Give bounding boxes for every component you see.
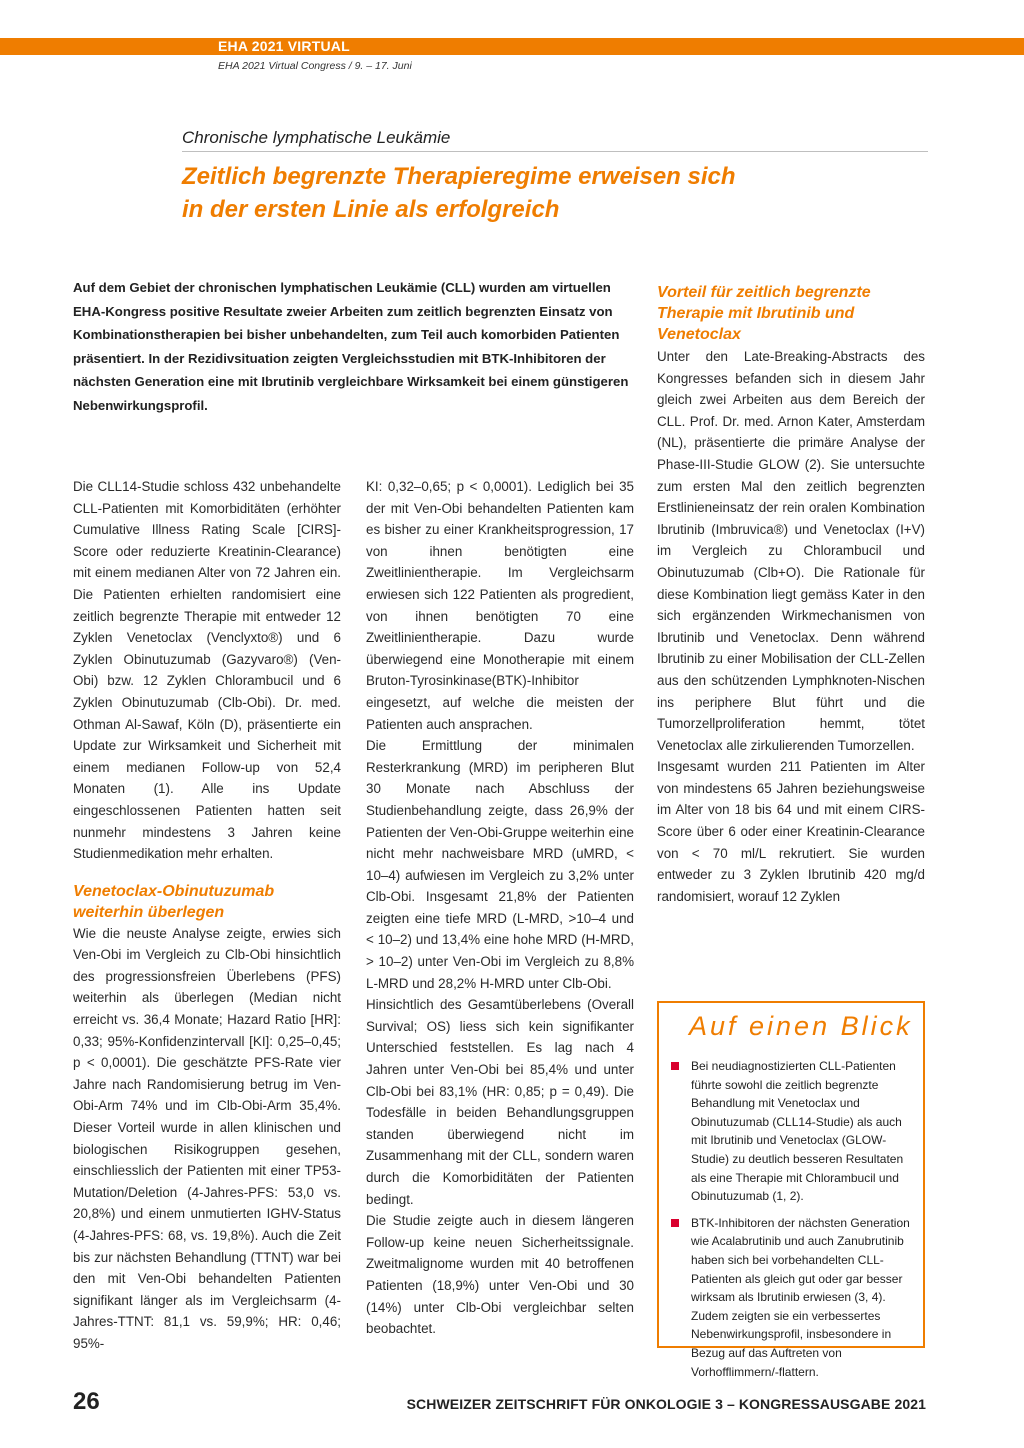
summary-box-title: Auf einen Blick [689, 1011, 913, 1041]
list-item-text: Bei neudiagnostizierten CLL-Patienten führte sowohl die zeitlich begrenzte Behandlung mit Venetoclax und Obinutuzumab (CLL14-Studie) als auch mit Ibrutinib und Venetoclax (GLOW-Studie) zu deutlich besseren Resultaten als eine Therapie mit Chlorambucil und Obinutuzumab (1, 2). [691, 1059, 904, 1204]
list-item [669, 1057, 917, 1206]
paragraph: Unter den Late-Breaking-Abstracts des Kongresses befanden sich in diesem Jahr gleich zwei Arbeiten aus dem Bereich der CLL. Prof. Dr. med. Arnon Kater, Amsterdam (NL), präsentierte die primäre Analyse der Phase-III-Studie GLOW (2). Sie untersuchte zum ersten Mal den zeitlich begrenzten Erstlinieneinsatz der rein oralen Kombination Ibrutinib (Imbruvica®) und Venetoclax (I+V) im Vergleich zu Chlorambucil und Obinutuzumab (Clb+O). Die Rationale für diese Kombination liegt gemäss Kater in den sich ergänzenden Wirkmechanismen von Ibrutinib und Venetoclax. Denn während Ibrutinib zu einer Mobilisation der CLL-Zellen aus den schützenden Lymphknoten-Nischen ins periphere Blut führt und die Tumorzellproliferation hemmt, tötet Venetoclax alle zirkulierenden Tumorzellen. [657, 349, 925, 753]
paragraph: Die CLL14-Studie schloss 432 unbehandelte CLL-Patienten mit Komorbiditäten (erhöhter Cumulative Illness Rating Scale [CIRS]-Score oder reduzierte Kreatinin-Clearance) mit einem medianen Alter von 72 Jahren ein. Die Patienten erhielten randomisiert eine zeitlich begrenzte Therapie mit entweder 12 Zyklen Venetoclax (Venclyxto®) und 6 Zyklen Obinutuzumab (Gazyvaro®) (Ven-Obi) bzw. 12 Zyklen Chlorambucil und 6 Zyklen Obinutuzumab (Clb-Obi). Dr. med. Othman Al-Sawaf, Köln (D), präsentierte ein Update zur Wirksamkeit und Sicherheit mit einem medianen Follow-up von 52,4 Monaten (1). Alle ins Update eingeschlossenen Patienten hatten seit nunmehr mindestens 3 Jahren keine Studienmedikation mehr erhalten. [73, 479, 341, 862]
article-headline [182, 160, 902, 226]
journal-title: SCHWEIZER ZEITSCHRIFT FÜR ONKOLOGIE 3 – KONGRESSAUSGABE 2021 [406, 1396, 926, 1412]
column-3 [657, 346, 925, 907]
lead-paragraph: Auf dem Gebiet der chronischen lymphatischen Leukämie (CLL) wurden am virtuellen EHA-Kongress positive Resultate zweier Arbeiten zum zeitlich begrenzten Einsatz von Kombinationstherapien bei bisher unbehandelten, zum Teil auch komorbiden Patienten präsentiert. In der Rezidivsituation zeigten Vergleichsstudien mit BTK-Inhibitoren der nächsten Generation eine mit Ibrutinib vergleichbare Wirksamkeit bei einem günstigeren Nebenwirkungsprofil. [73, 280, 629, 413]
column-1 [73, 476, 341, 1355]
list-item [669, 1214, 917, 1381]
paragraph: Die Ermittlung der minimalen Resterkrankung (MRD) im peripheren Blut 30 Monate nach Abschluss der Studienbehandlung zeigte, dass 26,9% der Patienten der Ven-Obi-Gruppe weiterhin eine nicht mehr nachweisbare MRD (uMRD, < 10–4) aufwiesen im Vergleich zu 3,2% unter Clb-Obi. Insgesamt 21,8% der Patienten zeigten eine tiefe MRD (L-MRD, >10–4 und < 10–2) und 13,4% eine hohe MRD (H-MRD, > 10–2) unter Ven-Obi im Vergleich zu 8,8% L-MRD und 28,2% H-MRD unter Clb-Obi. [366, 738, 634, 991]
square-bullet-icon [671, 1062, 679, 1070]
paragraph: Die Studie zeigte auch in diesem längeren Follow-up keine neuen Sicherheitssignale. Zweitmalignome wurden mit 40 betroffenen Patienten (18,9%) unter Ven-Obi und 30 (14%) unter Clb-Obi vergleichbar selten beobachtet. [366, 1213, 634, 1337]
headline-line-1: Zeitlich begrenzte Therapieregime erweisen sich [182, 163, 736, 190]
congress-subtitle: EHA 2021 Virtual Congress / 9. – 17. Juni [218, 60, 412, 72]
summary-list [669, 1057, 917, 1389]
summary-box [657, 1001, 925, 1379]
paragraph: Insgesamt wurden 211 Patienten im Alter von mindestens 65 Jahren beziehungsweise im Alter von 18 bis 64 und mit einem CIRS-Score über 6 oder einer Kreatinin-Clearance von < 70 ml/L rekrutiert. Sie wurden entweder zu 3 Zyklen Ibrutinib 420 mg/d randomisiert, worauf 12 Zyklen [657, 759, 925, 904]
subheading: Venetoclax-Obinutuzumab weiterhin überlegen [73, 882, 275, 921]
congress-banner [0, 38, 1024, 55]
section-divider [182, 151, 928, 152]
paragraph: KI: 0,32–0,65; p < 0,0001). Lediglich bei 35 der mit Ven-Obi behandelten Patienten kam es bisher zu einer Krankheitsprogression, 17 von ihnen benötigten eine Zweitlinientherapie. Im Vergleichsarm erwiesen sich 122 Patienten als progredient, von ihnen benötigten 70 eine Zweitlinientherapie. Dazu wurde überwiegend eine Monotherapie mit einem Bruton-Tyrosinkinase(BTK)-Inhibitor eingesetzt, auf welche die meisten der Patienten auch ansprachen. [366, 479, 634, 732]
banner-title: EHA 2021 VIRTUAL [218, 38, 350, 54]
square-bullet-icon [671, 1219, 679, 1227]
subheading: Vorteil für zeitlich begrenzte Therapie mit Ibrutinib und Venetoclax [657, 284, 871, 343]
paragraph: Wie die neuste Analyse zeigte, erwies sich Ven-Obi im Vergleich zu Clb-Obi hinsichtlich des progressionsfreien Überlebens (PFS) weiterhin als überlegen (Median nicht erreicht vs. 36,4 Monate; Hazard Ratio [HR]: 0,33; 95%-Konfidenzintervall [KI]: 0,25–0,45; p < 0,0001). Die geschätzte PFS-Rate vier Jahre nach Randomisierung betrug im Ven-Obi-Arm 74% und im Clb-Obi-Arm 35,4%. Dieser Vorteil wurde in allen klinischen und biologischen Risikogruppen gesehen, einschliesslich der Patienten mit einer TP53-Mutation/Deletion (4-Jahres-PFS: 53,0 vs. 20,8%) und einem unmutierten IGHV-Status (4-Jahres-PFS: 68, vs. 19,8%). Auch die Zeit bis zur nächsten Behandlung (TTNT) war bei den mit Ven-Obi behandelten Patienten signifikant länger als im Vergleichsarm (4-Jahres-TTNT: 81,1 vs. 59,9%; HR: 0,46; 95%- [73, 925, 341, 1351]
column-2 [366, 476, 634, 1340]
headline-line-2: in der ersten Linie als erfolgreich [182, 196, 560, 223]
page-number: 26 [73, 1388, 100, 1415]
list-item-text: BTK-Inhibitoren der nächsten Generation wie Acalabrutinib und auch Zanubrutinib haben sich bei vorbehandelten CLL-Patienten als gleich gut oder gar besser wirksam als Ibrutinib erwiesen (3, 4). Zudem zeigten sie ein verbessertes Nebenwirkungsprofil, insbesondere in Bezug auf das Auftreten von Vorhofflimmern/-flattern. [691, 1215, 910, 1379]
section-title: Chronische lymphatische Leukämie [182, 128, 451, 147]
paragraph: Hinsichtlich des Gesamtüberlebens (Overall Survival; OS) liess sich kein signifikanter Unterschied feststellen. Es lag nach 4 Jahren unter Ven-Obi bei 85,4% und unter Clb-Obi bei 83,1% (HR: 0,85; p = 0,49). Die Todesfälle in beiden Behandlungsgruppen standen überwiegend nicht im Zusammenhang mit der CLL, sondern waren durch die Komorbiditäten der Patienten bedingt. [366, 997, 634, 1207]
